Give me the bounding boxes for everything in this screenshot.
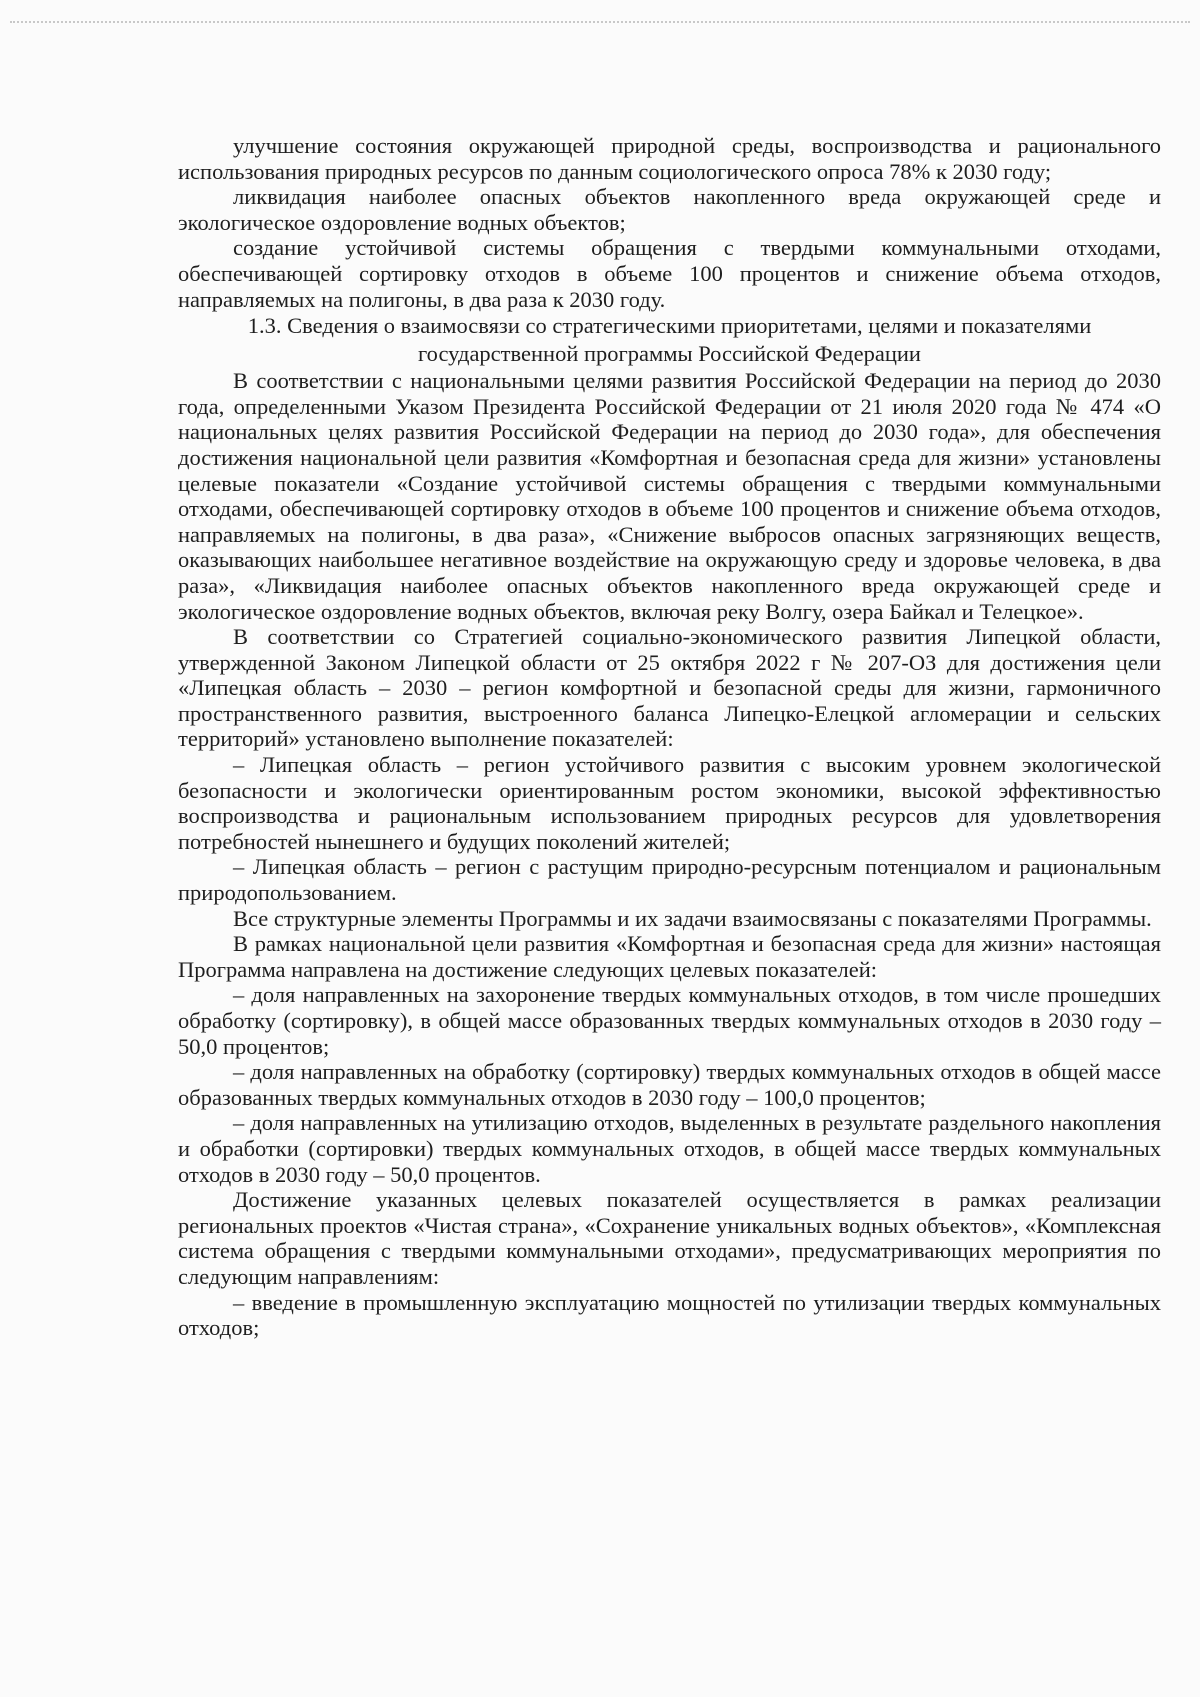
section-heading [178, 312, 1161, 368]
paragraph: Все структурные элементы Программы и их задачи взаимосвязаны с показателями Программы. [233, 905, 1152, 931]
paragraph: – доля направленных на захоронение твердых коммунальных отходов, в том числе прошедших обработку (сортировку), в общей массе образованных твердых коммунальных отходов в 2030 году – 50,0 процентов; [178, 982, 1161, 1059]
paragraph: В рамках национальной цели развития «Комфортная и безопасная среда для жизни» настоящая Программа направлена на достижение следующих целевых показателей: [178, 931, 1161, 982]
paragraph: улучшение состояния окружающей природной среды, воспроизводства и рационального использования природных ресурсов по данным социологического опроса 78% к 2030 году; [178, 133, 1161, 184]
paragraph: В соответствии с национальными целями развития Российской Федерации на период до 2030 года, определенными Указом Президента Российской Федерации от 21 июля 2020 года № 474 «О национальных целях развития Российской Федерации на период до 2030 года», для обеспечения достижения национальной цели развития «Комфортная и безопасная среда для жизни» установлены целевые показатели «Создание устойчивой системы обращения с твердыми коммунальными отходами, обеспечивающей сортировку отходов в объеме 100 процентов и снижение объема отходов, направляемых на полигоны, в два раза», «Снижение выбросов опасных загрязняющих веществ, оказывающих наибольшее негативное воздействие на окружающую среду и здоровье человека, в два раза», «Ликвидация наиболее опасных объектов накопленного вреда окружающей среде и экологическое оздоровление водных объектов, включая реку Волгу, озера Байкал и Телецкое». [178, 368, 1161, 624]
paragraph: Достижение указанных целевых показателей осуществляется в рамках реализации региональных проектов «Чистая страна», «Сохранение уникальных водных объектов», «Комплексная система обращения с твердыми коммунальными отходами», предусматривающих мероприятия по следующим направлениям: [178, 1187, 1161, 1289]
paragraph: – доля направленных на обработку (сортировку) твердых коммунальных отходов в общей массе образованных твердых коммунальных отходов в 2030 году – 100,0 процентов; [178, 1059, 1161, 1110]
paragraph: создание устойчивой системы обращения с твердыми коммунальными отходами, обеспечивающей сортировку отходов в объеме 100 процентов и снижение объема отходов, направляемых на полигоны, в два раза к 2030 году. [178, 235, 1161, 312]
document-body [178, 133, 1161, 1341]
paragraph: – Липецкая область – регион с растущим природно-ресурсным потенциалом и рациональным природопользованием. [178, 854, 1161, 906]
section-heading-line: государственной программы Российской Федерации [418, 341, 921, 367]
section-heading-line: 1.3. Сведения о взаимосвязи со стратегическими приоритетами, целями и показателями [247, 313, 1092, 339]
paragraph: ликвидация наиболее опасных объектов накопленного вреда окружающей среде и экологическое оздоровление водных объектов; [178, 184, 1161, 235]
scan-artifact-line [10, 21, 1190, 23]
paragraph: В соответствии со Стратегией социально-экономического развития Липецкой области, утвержденной Законом Липецкой области от 25 октября 2022 г № 207-ОЗ для достижения цели «Липецкая область – 2030 – регион комфортной и безопасной среды для жизни, гармоничного пространственного развития, выстроенного баланса Липецко-Елецкой агломерации и сельских территорий» установлено выполнение показателей: [178, 624, 1161, 752]
paragraph: – введение в промышленную эксплуатацию мощностей по утилизации твердых коммунальных отходов; [178, 1289, 1161, 1341]
paragraph: – Липецкая область – регион устойчивого развития с высоким уровнем экологической безопасности и экологически ориентированным ростом экономики, высокой эффективностью воспроизводства и рациональным использованием природных ресурсов для удовлетворения потребностей нынешнего и будущих поколений жителей; [178, 752, 1161, 854]
paragraph: – доля направленных на утилизацию отходов, выделенных в результате раздельного накопления и обработки (сортировки) твердых коммунальных отходов, в общей массе твердых коммунальных отходов в 2030 году – 50,0 процентов. [178, 1110, 1161, 1187]
